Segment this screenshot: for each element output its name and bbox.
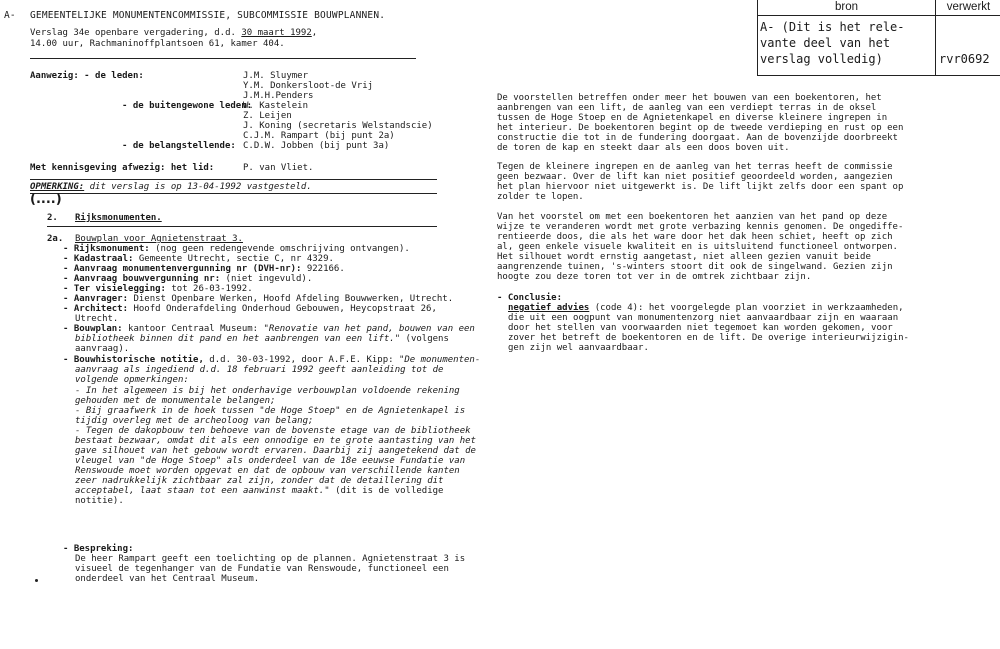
notitie-line: gave silhouet van het gebouw wordt ervaren. Daarbij zij aangetekend dat de	[75, 446, 476, 456]
member-name: C.D.W. Jobben (bij punt 3a)	[243, 141, 390, 151]
section-title: Rijksmonumenten.	[75, 213, 162, 223]
right-para2-line: zolder te lopen.	[497, 192, 584, 202]
item-row: - Aanvrager: Dienst Openbare Werken, Hoofd Afdeling Bouwwerken, Utrecht.	[63, 294, 454, 304]
bouwplan-line: bibliotheek binnen dit pand en het aanbrengen van een lift." (volgens	[75, 334, 449, 344]
item-title: Bouwplan voor Agnietenstraat 3.	[75, 234, 243, 244]
advice-line: door het stellen van voorwaarden niet tegemoet kan worden gekomen, voor	[508, 323, 893, 333]
notitie-line: volgende opmerkingen:	[75, 375, 189, 385]
handwritten-note: (....)	[30, 192, 62, 207]
attendance-stake-label: - de belangstellende:	[122, 141, 236, 151]
right-para3-line: wijze te veranderen wordt met grote verbazing kennis genomen. De ongediffe-	[497, 222, 904, 232]
member-name: C.J.M. Rampart (bij punt 2a)	[243, 131, 395, 141]
attendance-absent-label: Met kennisgeving afwezig: het lid:	[30, 163, 215, 173]
notitie-line: - Bij graafwerk in de hoek tussen "de Hoge Stoep" en de Agnietenkapel is	[75, 406, 466, 416]
advice-line: zover het betreft de boekentoren en de lift. De overige interieurwijzigin-	[508, 333, 909, 343]
conclusion-label: - Conclusie:	[497, 293, 563, 303]
item-row: - Aanvraag monumentenvergunning nr (DVH-nr): 922166.	[63, 264, 345, 274]
right-para1-line: tussen de Hoge Stoep en de Agnietenkapel en diverse kleinere ingrepen in	[497, 113, 888, 123]
notitie-line: - Bouwhistorische notitie, d.d. 30-03-1992, door A.F.E. Kipp: "De monumenten-	[63, 355, 481, 365]
attendance-present-label: Aanwezig: - de leden:	[30, 71, 144, 81]
item-row: - Ter visielegging: tot 26-03-1992.	[63, 284, 253, 294]
item-row: - Architect: Hoofd Onderafdeling Onderhoud Gebouwen, Heycopstraat 26,	[63, 304, 437, 314]
remark-rule-top	[30, 179, 437, 180]
stamp-col-source: bron	[834, 1, 859, 13]
section-rule	[47, 226, 437, 227]
archive-stamp-table	[757, 0, 1000, 76]
notitie-line: gehouden met de monumentale belangen;	[75, 396, 276, 406]
stamp-reference: rvr0692	[939, 52, 990, 66]
remark-label: OPMERKING:	[30, 182, 85, 192]
meeting-location-line: 14.00 uur, Rachmaninoffplantsoen 61, kamer 404.	[30, 39, 285, 49]
notitie-line: zeer nadrukkelijk zichtbaar zal zijn, zonder dat de detaillering dit	[75, 476, 444, 486]
discussion-line: onderdeel van het Centraal Museum.	[75, 574, 260, 584]
member-name: Z. Leijen	[243, 111, 292, 121]
notitie-line: bestaat bezwaar, omdat dit als een onnodige en te grote aantasting van het	[75, 436, 476, 446]
stamp-note-line: verslag volledig)	[760, 52, 883, 66]
margin-dot	[35, 579, 38, 582]
stamp-note-line: A- (Dit is het rele-	[760, 20, 905, 34]
stamp-column-divider	[935, 0, 936, 76]
notitie-line: aanvraag als ingediend d.d. 18 februari 1992 geeft aanleiding tot de	[75, 365, 444, 375]
notitie-line: - Tegen de dakopbouw ten behoeve van de bovenste etage van de bibliotheek	[75, 426, 471, 436]
right-para1-line: De voorstellen betreffen onder meer het bouwen van een boekentoren, het	[497, 93, 882, 103]
item-row: - Aanvraag bouwvergunning nr: (niet ingevuld).	[63, 274, 313, 284]
member-name: Y.M. Donkersloot-de Vrij	[243, 81, 374, 91]
bouwplan-line: - Bouwplan: kantoor Centraal Museum: "Renovatie van het pand, bouwen van een	[63, 324, 475, 334]
notitie-line: tijdig overleg met de archeoloog van belang;	[75, 416, 314, 426]
advice-line: negatief advies (code 4): het voorgelegde plan voorziet in werkzaamheden,	[508, 303, 904, 313]
stamp-bottom-divider	[758, 75, 1000, 76]
right-para3-line: aangrenzende tuinen, 's-winters stoort dit ook de singelwand. Gezien zijn	[497, 262, 893, 272]
advice-line: die uit een oogpunt van monumentenzorg niet aanvaardbaar zijn en waaraan	[508, 313, 899, 323]
stamp-header-divider	[758, 15, 1000, 16]
section-marker: A-	[4, 10, 16, 21]
attendance-extra-label: - de buitengewone leden:	[122, 101, 253, 111]
remark-rule-bottom	[30, 193, 437, 194]
header-rule	[30, 58, 416, 59]
remark-line: OPMERKING: dit verslag is op 13-04-1992 vastgesteld.	[30, 182, 312, 192]
right-para1-line: de toren de kap en steekt daar als een doos boven uit.	[497, 143, 790, 153]
notitie-line: - In het algemeen is bij het onderhavige verbouwplan voldoende rekening	[75, 386, 460, 396]
stamp-note-line: vante deel van het	[760, 36, 891, 50]
right-para1-line: constructie die tot in de fundering doorgaat. Aan de bovenzijde doorbreekt	[497, 133, 898, 143]
member-name: W. Kastelein	[243, 101, 309, 111]
item-row: - Kadastraal: Gemeente Utrecht, sectie C, nr 4329.	[63, 254, 334, 264]
item-row-cont: Utrecht.	[75, 314, 119, 324]
discussion-label: - Bespreking:	[63, 544, 134, 554]
right-para1-line: aanbrengen van een lift, de aanleg van een verdiept terras in de oksel	[497, 103, 877, 113]
bouwplan-line: aanvraag).	[75, 344, 130, 354]
absent-member: P. van Vliet.	[243, 163, 314, 173]
section-number: 2.	[47, 213, 58, 223]
member-name: J.M. Sluymer	[243, 71, 309, 81]
item-row: - Rijksmonument: (nog geen redengevende omschrijving ontvangen).	[63, 244, 410, 254]
right-para2-line: Tegen de kleinere ingrepen en de aanleg van het terras heeft de commissie	[497, 162, 893, 172]
right-para3-line: hoogte zou deze toren tot ver in de omtrek zichtbaar zijn.	[497, 272, 812, 282]
right-para1-line: het interieur. De boekentoren begint op de tweede verdieping en rust op een	[497, 123, 904, 133]
meeting-date: 30 maart 1992	[241, 28, 312, 38]
advice-line: gen zijn wel aanvaardbaar.	[508, 343, 649, 353]
member-name: J.M.H.Penders	[243, 91, 314, 101]
notitie-line: Renswoude moet worden opgevat en dat de opbouw van verschillende kanten	[75, 466, 460, 476]
stamp-col-processed: verwerkt	[946, 1, 991, 13]
right-para3-line: rentieerde doos, die als het ware door het dak heen schiet, heeft op zich	[497, 232, 893, 242]
notitie-line: notitie).	[75, 496, 124, 506]
meeting-date-line: Verslag 34e openbare vergadering, d.d. 30 maart 1992,	[30, 28, 318, 38]
right-para2-line: het plan hiervoor niet uitgewerkt is. De lift lijkt zelfs door een spant op	[497, 182, 904, 192]
document-title: GEMEENTELIJKE MONUMENTENCOMMISSIE, SUBCOMMISSIE BOUWPLANNEN.	[30, 10, 386, 21]
right-para3-line: Het silhouet wordt ernstig aangetast, niet alleen gezien vanuit beide	[497, 252, 871, 262]
notitie-line: vleugel van "de Hoge Stoep" als onderdeel van de 18e eeuwse Fundatie van	[75, 456, 466, 466]
right-para3-line: Van het voorstel om met een boekentoren het aanzien van het pand op deze	[497, 212, 888, 222]
right-para2-line: geen bezwaar. Over de lift kan niet positief geoordeeld worden, aangezien	[497, 172, 893, 182]
right-para3-line: al, geen enkele visuele kwaliteit en is uitsluitend functioneel ontworpen.	[497, 242, 898, 252]
member-name: J. Koning (secretaris Welstandscie)	[243, 121, 433, 131]
item-number: 2a.	[47, 234, 64, 244]
discussion-line: visueel de tegenhanger van de Fundatie van Renswoude, functioneel een	[75, 564, 449, 574]
notitie-line: acceptabel, laat staan tot een aanwinst maakt." (dit is de volledige	[75, 486, 444, 496]
discussion-line: De heer Rampart geeft een toelichting op de plannen. Agnietenstraat 3 is	[75, 554, 466, 564]
advice-verdict: negatief advies	[508, 303, 590, 313]
